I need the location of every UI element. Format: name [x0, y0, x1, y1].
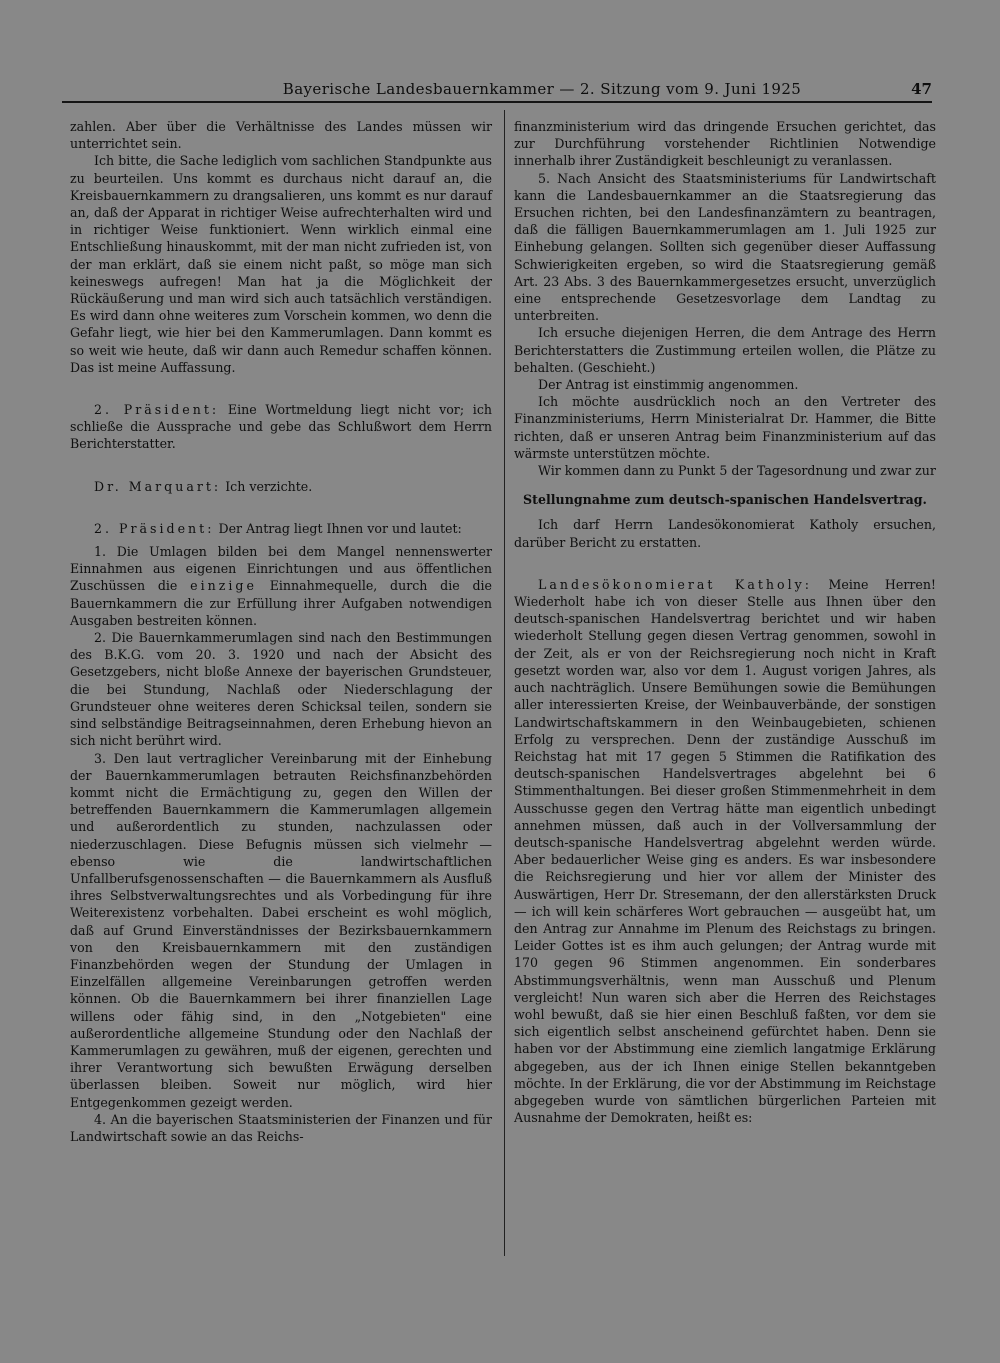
speech-text: Eine Wortmeldung liegt nicht vor; ich schließe die Aussprache und gebe das Schlußwort dem Herrn Berichterstatter. [70, 402, 492, 452]
speech-text: Der Antrag liegt Ihnen vor und lautet: [218, 520, 462, 536]
speaker-paragraph [70, 520, 492, 537]
speaker-name: Landesökonomierat Katholy: [538, 576, 812, 592]
speaker-paragraph [70, 478, 492, 495]
motion-text: 1. Die Umlagen bilden bei dem Mangel nennenswerter Einnahmen aus eigenen Einrichtungen und aus öffentlichen Zuschüssen die [70, 544, 492, 594]
speaker-name: 2. Präsident: [94, 402, 220, 418]
motion-item: 5. Nach Ansicht des Staatsministeriums für Landwirtschaft kann die Landesbauernkammer an die Staatsregierung das Ersuchen richten, bei den Landesfinanzämtern zu beantragen, daß die fälligen Bauernkammerumlagen am 1. Juli 1925 zur Einhebung gelangen. Sollten sich gegenüber dieser Auffassung Schwierigkeiten ergeben, so wird die Staatsregierung gemäß Art. 23 Abs. 3 des Bauernkammergesetzes ersucht, unverzüglich eine entsprechende Gesetzesvorlage dem Landtag zu unterbreiten. [514, 170, 936, 324]
motion-item: 3. Den laut vertraglicher Vereinbarung mit der Einhebung der Bauernkammerumlagen betrauten Reichsfinanzbehörden kommt nicht die Ermächtigung zu, gegen den Willen der betreffenden Bauernkammern die Kammerumlagen allgemein und außerordentlich zu stunden, nachzulassen oder niederzuschlagen. Diese Befugnis müssen sich vielmehr — ebenso wie die landwirtschaftlichen Unfallberufsgenossenschaften — die Bauernkammern als Ausfluß ihres Selbstverwaltungsrechtes und als Vorbedingung für ihre Weiterexistenz vorbehalten. Dabei erscheint es wohl möglich, daß auf Grund Einverständnisses der Bezirksbauernkammern von den Kreisbauernkammern mit den zuständigen Finanzbehörden wegen der Stundung der Umlagen in Einzelfällen allgemeine Vereinbarungen getroffen werden können. Ob die Bauernkammern bei ihrer finanziellen Lage willens oder fähig sind, in den „Notgebieten" eine außerordentliche allgemeine Stundung oder den Nachlaß der Kammerumlagen zu gewähren, muß der eigenen, gerechten und ihrer Verantwortung sich bewußten Erwägung derselben überlassen bleiben. Soweit nur möglich, wird hier Entgegenkommen gezeigt werden. [70, 750, 492, 1110]
paragraph: Ich ersuche diejenigen Herren, die dem Antrage des Herrn Berichterstatters die Zustimmung erteilen wollen, die Plätze zu behalten. (Geschieht.) [514, 325, 936, 375]
motion-item [70, 543, 492, 629]
paragraph: Wir kommen dann zu Punkt 5 der Tagesordnung und zwar zur [538, 463, 936, 479]
paragraph: Der Antrag ist einstimmig angenommen. [538, 377, 799, 393]
column-divider [504, 110, 505, 1256]
speaker-paragraph [514, 576, 936, 1127]
page-number: 47 [911, 80, 932, 98]
paragraph: Ich möchte ausdrücklich noch an den Vertreter des Finanzministeriums, Herrn Ministerialrat Dr. Hammer, die Bitte richten, daß er unseren Antrag beim Finanzministerium auf das wärmste unterstützen möchte. [514, 394, 936, 461]
right-column [514, 118, 936, 1126]
speaker-name: Dr. Marquart: [94, 478, 222, 494]
section-heading: Stellungnahme zum deutsch-spanischen Handelsvertrag. [523, 492, 927, 508]
speech-text: Ich verzichte. [225, 478, 313, 494]
motion-item: 2. Die Bauernkammerumlagen sind nach den Bestimmungen des B.K.G. vom 20. 3. 1920 und nach der Absicht des Gesetzgebers, nicht bloße Annexe der bayerischen Grundsteuer, die bei Stundung, Nachlaß oder Niederschlagung der Grundsteuer ohne weiteres deren Schicksal teilen, sondern sie sind selbständige Beitragseinnahmen, deren Erhebung hievon an sich nicht berührt wird. [70, 630, 492, 749]
header-rule [62, 101, 932, 103]
left-column [70, 118, 492, 1145]
paragraph: Ich bitte, die Sache lediglich vom sachlichen Standpunkte aus zu beurteilen. Uns kommt es durchaus nicht darauf an, die Kreisbauernkammern zu drangsalieren, uns kommt es nur darauf an, daß der Apparat in richtiger Weise aufrechterhalten wird und in richtiger Weise funktioniert. Wenn wirklich einmal eine Entschließung hinauskommt, mit der man nicht zufrieden ist, von der man erklärt, daß sie einem nicht paßt, so möge man sich keineswegs aufregen! Man hat ja die Möglichkeit der Rückäußerung und man wird sich auch tatsächlich verständigen. Es wird dann ohne weiteres zum Vorschein kommen, wo denn die Gefahr liegt, wie hier bei den Kammerumlagen. Dann kommt es so weit wie heute, daß wir dann auch Remedur schaffen können. Das ist meine Auffassung. [70, 153, 492, 375]
motion-item: 4. An die bayerischen Staatsministerien der Finanzen und für Landwirtschaft sowie an das Reichs- [70, 1111, 492, 1144]
speech-text: Meine Herren! Wiederholt habe ich von dieser Stelle aus Ihnen über den deutsch-spanischen Handelsvertrag berichtet und wir haben wiederholt Stellung gegen diesen Vertrag genommen, sowohl in der Zeit, als er von der Reichsregierung noch nicht in Kraft gesetzt worden war, also vor dem 1. August vorigen Jahres, als auch nachträglich. Unsere Bemühungen sowie die Bemühungen aller interessierten Kreise, der Weinbauverbände, der sonstigen Landwirtschaftskammern in den Weinbaugebieten, schienen Erfolg zu versprechen. Denn der zuständige Ausschuß im Reichstag hat mit 17 gegen 5 Stimmen die Ratifikation des deutsch-spanischen Handelsvertrages abgelehnt bei 6 Stimmenthaltungen. Bei dieser großen Stimmenmehrheit in dem Ausschusse gegen den Vertrag hätte man eigentlich unbedingt annehmen müssen, daß auch in der Vollversammlung der deutsch-spanische Handelsvertrag abgelehnt werden würde. Aber bedauerlicher Weise ging es anders. Es war insbesondere die Reichsregierung und hier vor allem der Minister des Auswärtigen, Herr Dr. Stresemann, der den allerstärksten Druck — ich will kein schärferes Wort gebrauchen — ausgeübt hat, um den Antrag zur Annahme im Plenum des Reichstags zu bringen. Leider Gottes ist es ihm auch gelungen; der Antrag wurde mit 170 gegen 96 Stimmen angenommen. Ein sonderbares Abstimmungsverhältnis, wenn man Ausschuß und Plenum vergleicht! Nun waren sich aber die Herren des Reichstages wohl bewußt, daß sie hier einen Beschluß faßten, vor dem sie sich eigentlich selbst anscheinend gefürchtet haben. Denn sie haben vor der Abstimmung eine ziemlich langatmige Erklärung abgegeben, aus der ich Ihnen einige Stellen bekanntgeben möchte. In der Erklärung, die vor der Abstimmung im Reichstage abgegeben wurde von sämtlichen bürgerlichen Parteien mit Ausnahme der Demokraten, heißt es: [514, 576, 936, 1126]
paragraph: finanzministerium wird das dringende Ersuchen gerichtet, das zur Durchführung vorstehender Richtlinien Notwendige innerhalb ihrer Zuständigkeit beschleunigt zu veranlassen. [514, 119, 936, 169]
header-title: Bayerische Landesbauernkammer — 2. Sitzung vom 9. Juni 1925 [282, 80, 802, 98]
motion-text: Einnahmequelle, durch die die Bauernkammern die zur Erfüllung ihrer Aufgaben notwendigen Ausgaben bestreiten können. [70, 578, 492, 628]
speaker-name: 2. Präsident: [94, 520, 215, 536]
paragraph: Ich darf Herrn Landesökonomierat Katholy ersuchen, darüber Bericht zu erstatten. [514, 517, 936, 550]
emphasized-word: einzige [190, 578, 257, 594]
paragraph: zahlen. Aber über die Verhältnisse des Landes müssen wir unterrichtet sein. [70, 119, 492, 152]
speaker-paragraph [70, 401, 492, 453]
